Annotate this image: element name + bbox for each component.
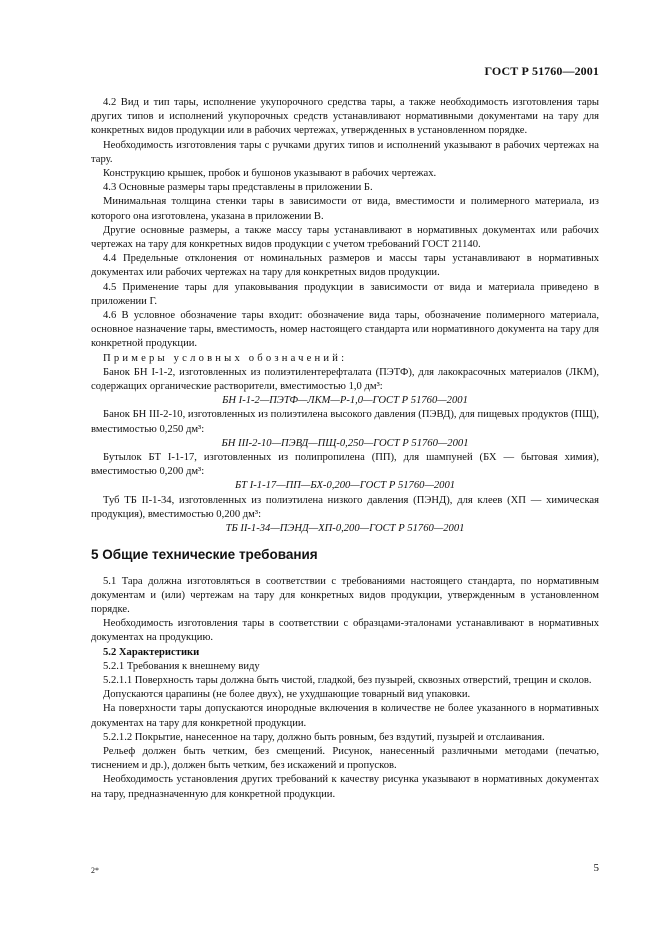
paragraph: Необходимость установления других требований к качеству рисунка указывают в нормативных документах на тару, предназначенную для конкретной продукции. bbox=[91, 774, 599, 800]
paragraph: 4.3 Основные размеры тары представлены в приложении Б. bbox=[103, 182, 373, 194]
document-header: ГОСТ Р 51760—2001 bbox=[484, 64, 599, 78]
paragraph: 4.5 Применение тары для упаковывания продукции в зависимости от вида и материала приведено в приложении Г. bbox=[91, 281, 599, 307]
designation-example: БН III-2-10—ПЭВД—ПЩ-0,250—ГОСТ Р 51760—2001 bbox=[221, 437, 469, 449]
paragraph: Необходимость изготовления тары в соответствии с образцами-эталонами устанавливают в нормативных документах на продукцию. bbox=[91, 618, 599, 644]
paragraph: 4.4 Предельные отклонения от номинальных размеров и массы тары устанавливают в нормативных документах или рабочих чертежах на тару для конкретных видов продукции. bbox=[91, 253, 599, 279]
paragraph: Рельеф должен быть четким, без смещений. Рисунок, нанесенный различными методами (печатью, тиснением и др.), должен быть четким, без искажений и пропусков. bbox=[91, 745, 599, 772]
paragraph: Бутылок БТ I-1-17, изготовленных из полипропилена (ПП), для шампуней (БХ — бытовая химия), вместимостью 0,200 дм³: bbox=[91, 452, 599, 478]
paragraph: 5.2.1.2 Покрытие, нанесенное на тару, должно быть ровным, без вздутий, пузырей и отслаивания. bbox=[103, 731, 545, 743]
paragraph: Необходимость изготовления тары с ручками других типов и исполнений указывают в рабочих чертежах на тару. bbox=[91, 139, 599, 165]
document-body bbox=[91, 96, 599, 802]
paragraph: 5.2.1 Требования к внешнему виду bbox=[103, 660, 260, 672]
paragraph: Минимальная толщина стенки тары в зависимости от вида, вместимости и полимерного материала, из которого она изготовлена, указана в приложении В. bbox=[91, 196, 599, 222]
paragraph: 5.1 Тара должна изготовляться в соответствии с требованиями настоящего стандарта, по нормативным документам и (или) чертежам на тару для конкретных видов продукции, утвержденным в установленном порядке. bbox=[91, 575, 599, 615]
section-5-body bbox=[91, 575, 599, 802]
paragraph: 4.2 Вид и тип тары, исполнение укупорочного средства тары, а также необходимость изготовления тары других типов и исполнений укупорочных средств устанавливают нормативными документами на тару для конкретных видов продукции или в рабочих чертежах, утвержденных в установленном порядке. bbox=[91, 97, 599, 137]
paragraph: Примеры условных обозначений: bbox=[103, 352, 348, 364]
section-5-title: 5 Общие технические требования bbox=[91, 547, 318, 563]
paragraph: Банок БН I-1-2, изготовленных из полиэтилентерефталата (ПЭТФ), для лакокрасочных материалов (ЛКМ), содержащих органические растворители, вместимостью 1,0 дм³: bbox=[91, 366, 599, 393]
section-4-continuation bbox=[91, 96, 599, 536]
paragraph: Конструкцию крышек, пробок и бушонов указывают в рабочих чертежах. bbox=[103, 168, 437, 180]
paragraph: Другие основные размеры, а также массу тары устанавливают в нормативных документах или рабочих чертежах на тару для конкретных видов продукции с учетом требований ГОСТ 21140. bbox=[91, 224, 599, 251]
paragraph: 5.2.1.1 Поверхность тары должна быть чистой, гладкой, без пузырей, сквозных отверстий, трещин и сколов. bbox=[103, 674, 592, 686]
page-number: 5 bbox=[593, 862, 599, 874]
paragraph: На поверхности тары допускаются инородные включения в количестве не более указанного в нормативных документах на тару для конкретной продукции. bbox=[91, 703, 599, 729]
designation-example: БТ I-1-17—ПП—БХ-0,200—ГОСТ Р 51760—2001 bbox=[234, 480, 456, 492]
designation-example: ТБ II-1-34—ПЭНД—ХП-0,200—ГОСТ Р 51760—2001 bbox=[225, 523, 465, 535]
paragraph: 4.6 В условное обозначение тары входит: обозначение вида тары, обозначение полимерного материала, основное назначение тары, вместимость, номер настоящего стандарта или нормативного документа на тару для конкретной продукции. bbox=[91, 310, 599, 350]
paragraph: Допускаются царапины (не более двух), не ухудшающие товарный вид упаковки. bbox=[103, 689, 471, 701]
paragraph: Туб ТБ II-1-34, изготовленных из полиэтилена низкого давления (ПЭНД), для клеев (ХП — химическая продукция), вместимостью 0,200 дм³: bbox=[91, 494, 599, 520]
paragraph: Банок БН III-2-10, изготовленных из полиэтилена высокого давления (ПЭВД), для пищевых продуктов (ПЩ), вместимостью 0,250 дм³: bbox=[91, 409, 599, 435]
paragraph: 5.2 Характеристики bbox=[103, 646, 200, 658]
sheet-mark: 2* bbox=[91, 866, 99, 875]
designation-example: БН I-1-2—ПЭТФ—ЛКМ—Р-1,0—ГОСТ Р 51760—2001 bbox=[222, 395, 468, 407]
